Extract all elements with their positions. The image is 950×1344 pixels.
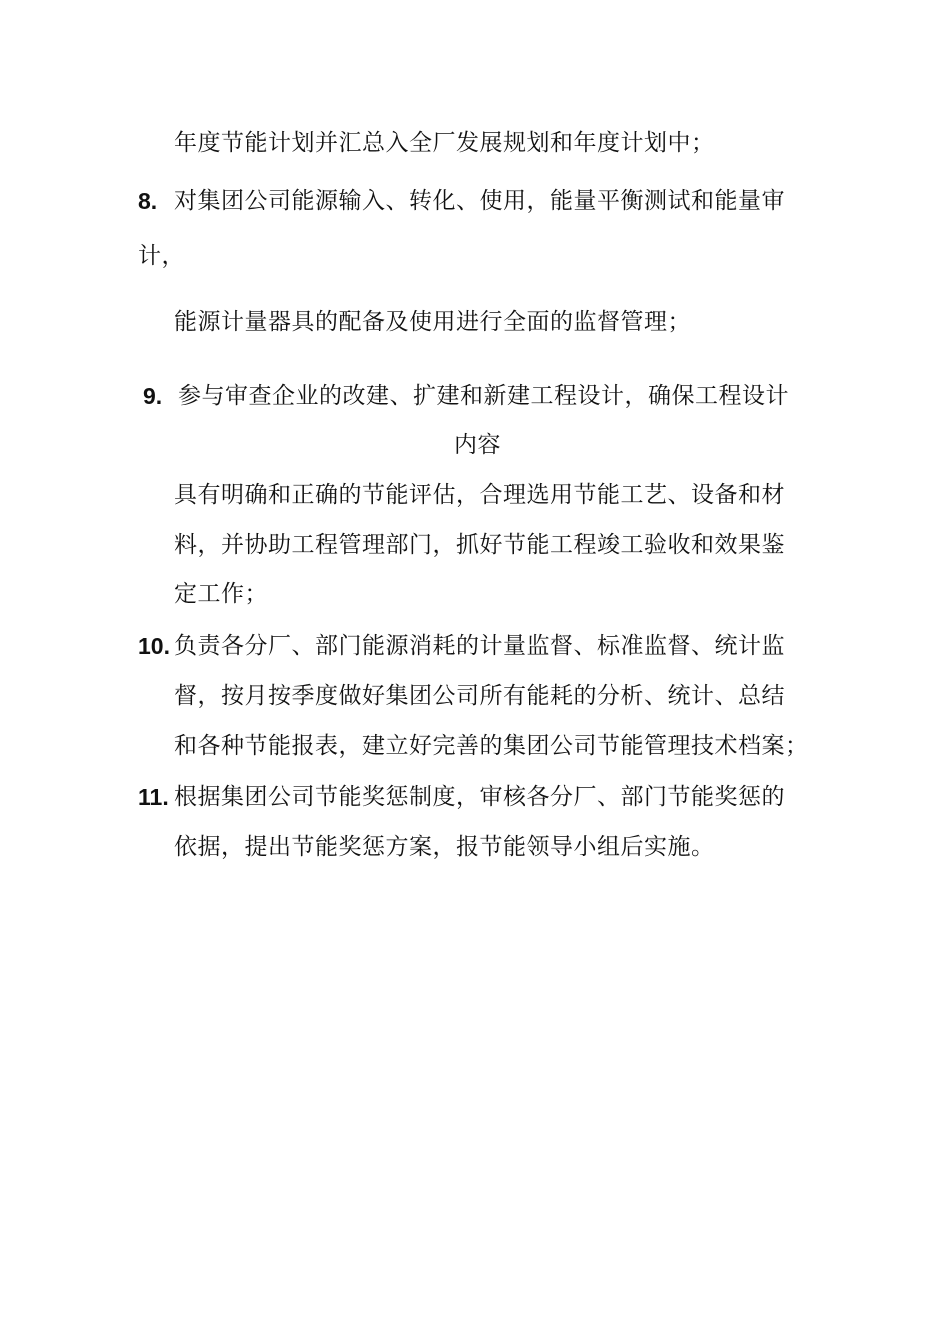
- item-10-line-3: 和各种节能报表，建立好完善的集团公司节能管理技术档案；: [174, 733, 809, 759]
- item-9-line-5: 定工作；: [174, 581, 268, 607]
- item-9-line-3: 具有明确和正确的节能评估，合理选用节能工艺、设备和材: [174, 482, 785, 508]
- item-9-line-1: 参与审查企业的改建、扩建和新建工程设计，确保工程设计: [178, 383, 789, 409]
- item-8-line-2: 计，: [138, 243, 185, 269]
- item-10-line-2: 督，按月按季度做好集团公司所有能耗的分析、统计、总结: [174, 683, 785, 709]
- item-8-line-1: 对集团公司能源输入、转化、使用，能量平衡测试和能量审: [174, 188, 785, 214]
- continuation-line: 年度节能计划并汇总入全厂发展规划和年度计划中；: [174, 130, 715, 156]
- item-11-number: 11.: [138, 784, 169, 810]
- item-8-number: 8.: [138, 188, 158, 214]
- item-10-line-1: 负责各分厂、部门能源消耗的计量监督、标准监督、统计监: [174, 633, 785, 659]
- item-9-number: 9.: [143, 383, 163, 409]
- item-10-number: 10.: [138, 633, 170, 659]
- item-9-line-4: 料，并协助工程管理部门，抓好节能工程竣工验收和效果鉴: [174, 532, 785, 558]
- item-9-line-2: 内容: [454, 432, 501, 458]
- item-11-line-2: 依据，提出节能奖惩方案，报节能领导小组后实施。: [174, 834, 715, 860]
- item-8-line-3: 能源计量器具的配备及使用进行全面的监督管理；: [174, 309, 691, 335]
- item-11-line-1: 根据集团公司节能奖惩制度，审核各分厂、部门节能奖惩的: [174, 784, 785, 810]
